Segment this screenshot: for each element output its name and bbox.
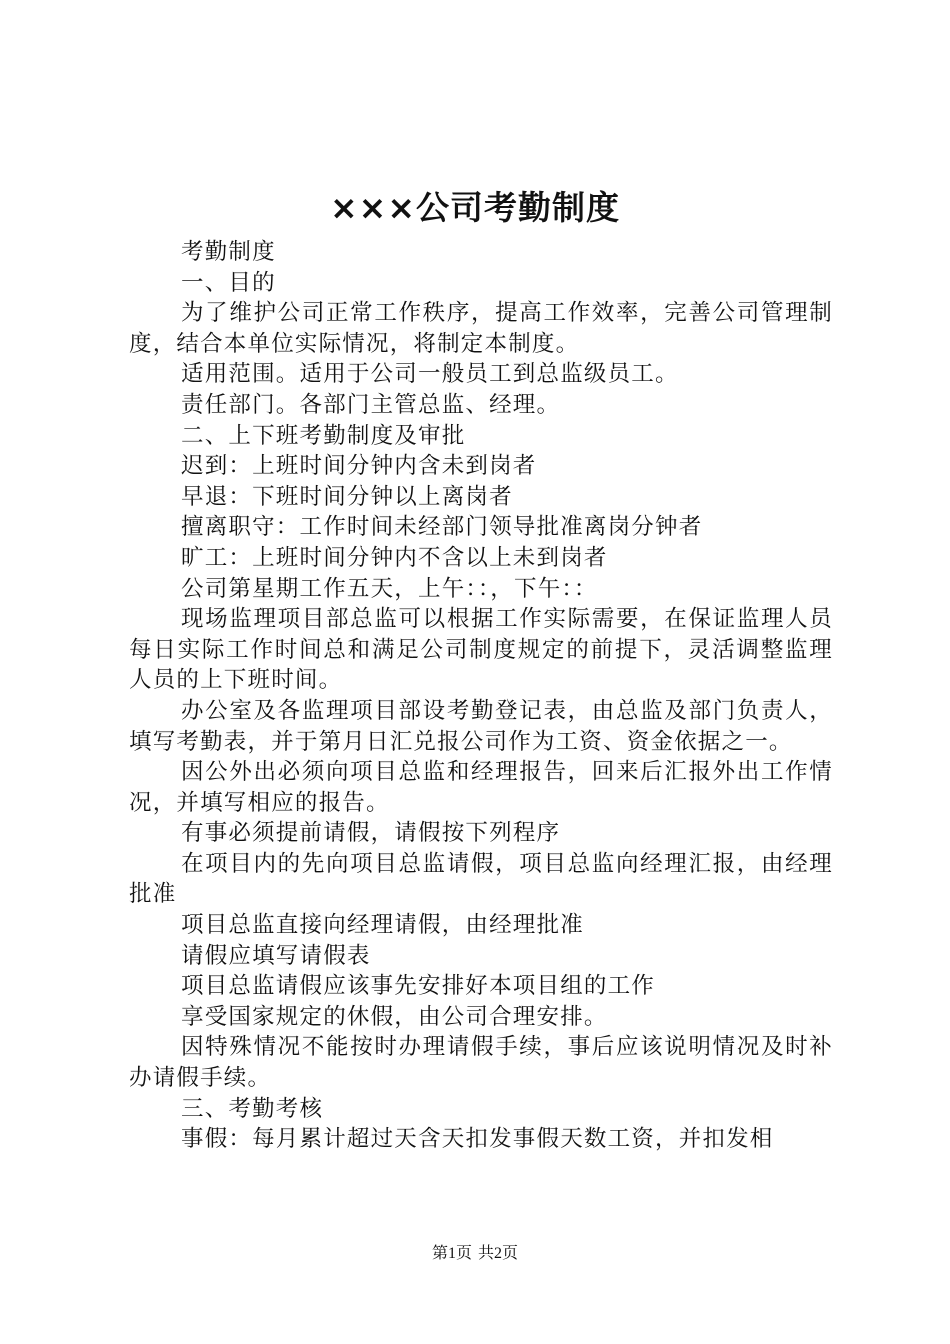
paragraph: 有事必须提前请假，请假按下列程序 [181,820,561,847]
paragraph: 三、考勤考核 [181,1095,324,1122]
page-footer [0,1242,950,1266]
paragraph: 因公外出必须向项目总监和经理报告，回来后汇报外出工作情况，并填写相应的报告。 [129,759,833,816]
paragraph: 因特殊情况不能按时办理请假手续，事后应该说明情况及时补办请假手续。 [129,1034,833,1092]
paragraph: 早退：下班时间分钟以上离岗者 [181,483,513,510]
paragraph: 适用范围。适用于公司一般员工到总监级员工。 [181,361,679,388]
paragraph: 享受国家规定的休假，由公司合理安排。 [181,1003,608,1030]
paragraph: 办公室及各监理项目部设考勤登记表，由总监及部门负责人，填写考勤表，并于第月日汇兑报公司作为工资、资金依据之一。 [129,697,833,755]
paragraph: 事假：每月累计超过天含天扣发事假天数工资，并扣发相 [181,1126,774,1153]
paragraph: 为了维护公司正常工作秩序，提高工作效率，完善公司管理制度，结合本单位实际情况，将制定本制度。 [129,300,833,357]
paragraph: 请假应填写请假表 [181,942,371,969]
paragraph: 项目总监请假应该事先安排好本项目组的工作 [181,973,656,1000]
paragraph: 迟到：上班时间分钟内含未到岗者 [181,453,537,480]
document-title: ×××公司考勤制度 [330,188,620,227]
paragraph: 旷工：上班时间分钟内不含以上未到岗者 [181,544,608,571]
page-number: 第1页 [431,1245,472,1262]
paragraph: 二、上下班考勤制度及审批 [181,422,466,449]
paragraph: 公司第星期工作五天，上午：：，下午：： [181,575,598,602]
page-total: 共2页 [478,1245,519,1262]
paragraph: 项目总监直接向经理请假，由经理批准 [181,912,584,939]
paragraph: 在项目内的先向项目总监请假，项目总监向经理汇报，由经理批准 [129,850,833,908]
document-body [129,237,833,1155]
paragraph: 擅离职守：工作时间未经部门领导批准离岗分钟者 [181,514,703,541]
paragraph: 责任部门。各部门主管总监、经理。 [181,391,561,418]
paragraph: 考勤制度 [181,239,276,265]
paragraph: 现场监理项目部总监可以根据工作实际需要，在保证监理人员每日实际工作时间总和满足公司制度规定的前提下，灵活调整监理人员的上下班时间。 [129,606,833,694]
paragraph: 一、目的 [181,269,276,296]
